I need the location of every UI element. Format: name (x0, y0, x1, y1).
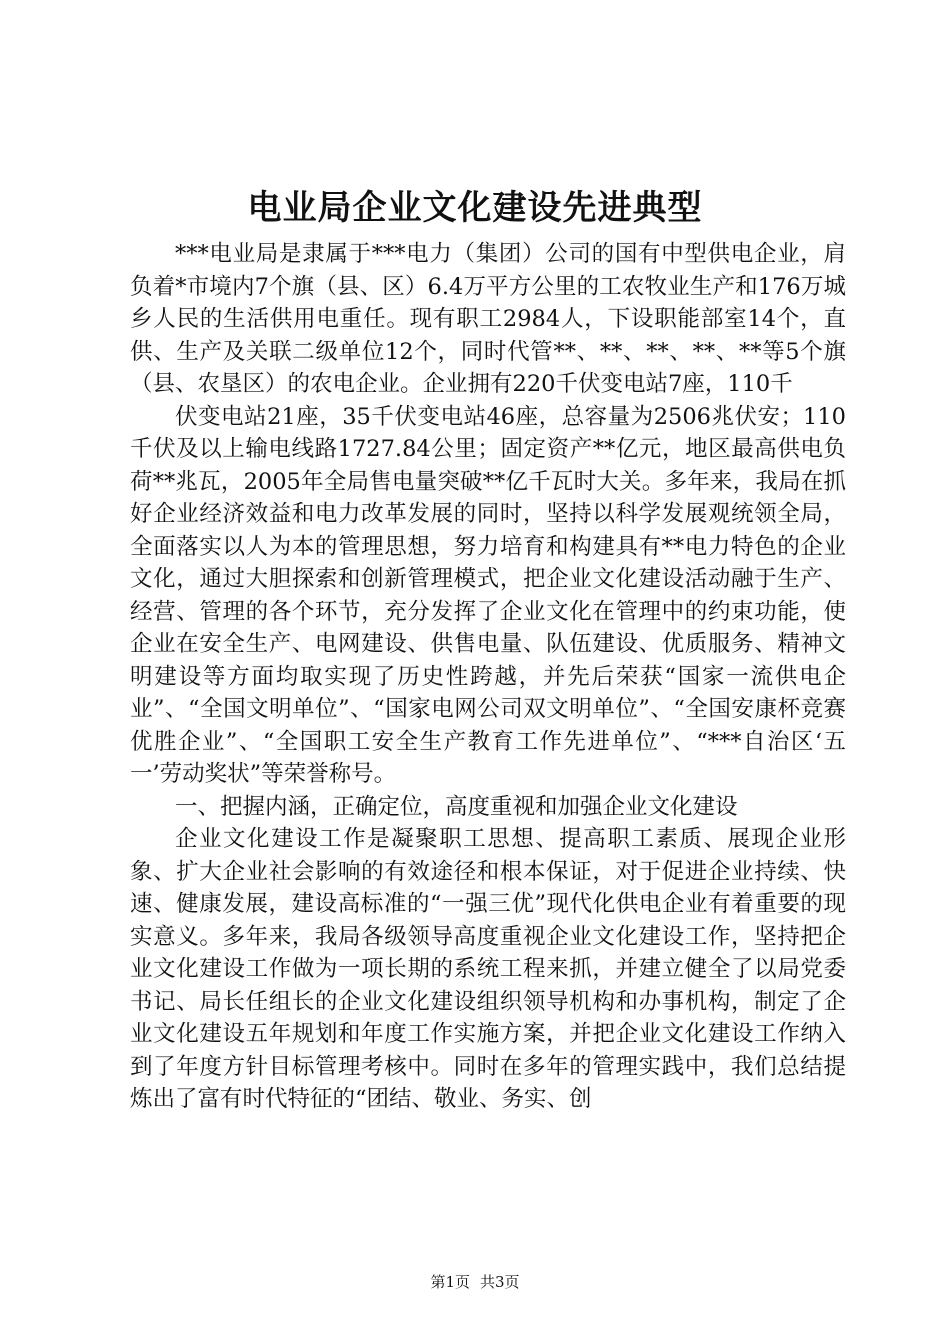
paragraph-section-one: 企业文化建设工作是凝聚职工思想、提高职工素质、展现企业形象、扩大企业社会影响的有效途径和根本保证，对于促进企业持续、快速、健康发展，建设高标准的“一强三优”现代化供电企业有着重要的现实意义。多年来，我局各级领导高度重视企业文化建设工作，坚持把企业文化建设工作做为一项长期的系统工程来抓，并建立健全了以局党委书记、局长任组长的企业文化建设组织领导机构和办事机构，制定了企业文化建设五年规划和年度工作实施方案，并把企业文化建设工作纳入到了年度方针目标管理考核中。同时在多年的管理实践中，我们总结提炼出了富有时代特征的“团结、敬业、务实、创 (130, 826, 846, 1112)
page-footer (0, 1272, 950, 1292)
page-number: 第1页 (430, 1273, 470, 1291)
paragraph-continuation: 伏变电站21座，35千伏变电站46座，总容量为2506兆伏安；110千伏及以上输电线路1727.84公里；固定资产**亿元，地区最高供电负荷**兆瓦，2005年全局售电量突破**亿千瓦时大关。多年来，我局在抓好企业经济效益和电力改革发展的同时，坚持以科学发展观统领全局，全面落实以人为本的管理思想，努力培育和构建具有**电力特色的企业文化，通过大胆探索和创新管理模式，把企业文化建设活动融于生产、经营、管理的各个环节，充分发挥了企业文化在管理中的约束功能，使企业在安全生产、电网建设、供售电量、队伍建设、优质服务、精神文明建设等方面均取实现了历史性跨越，并先后荣获“国家一流供电企业”、“全国文明单位”、“国家电网公司双文明单位”、“全国安康杯竞赛优胜企业”、“全国职工安全生产教育工作先进单位”、“***自治区‘五一’劳动奖状”等荣誉称号。 (130, 403, 846, 787)
document-body (130, 238, 846, 1116)
section-heading-one: 一、把握内涵，正确定位，高度重视和加强企业文化建设 (175, 793, 738, 820)
document-title: 电业局企业文化建设先进典型 (247, 188, 703, 228)
page-total: 共3页 (480, 1273, 520, 1291)
paragraph-intro: ***电业局是隶属于***电力（集团）公司的国有中型供电企业，肩负着*市境内7个旗（县、区）6.4万平方公里的工农牧业生产和176万城乡人民的生活供用电重任。现有职工2984人，下设职能部室14个，直供、生产及关联二级单位12个，同时代管**、**、**、**、**等5个旗（县、农垦区）的农电企业。企业拥有220千伏变电站7座，110千 (130, 241, 846, 397)
